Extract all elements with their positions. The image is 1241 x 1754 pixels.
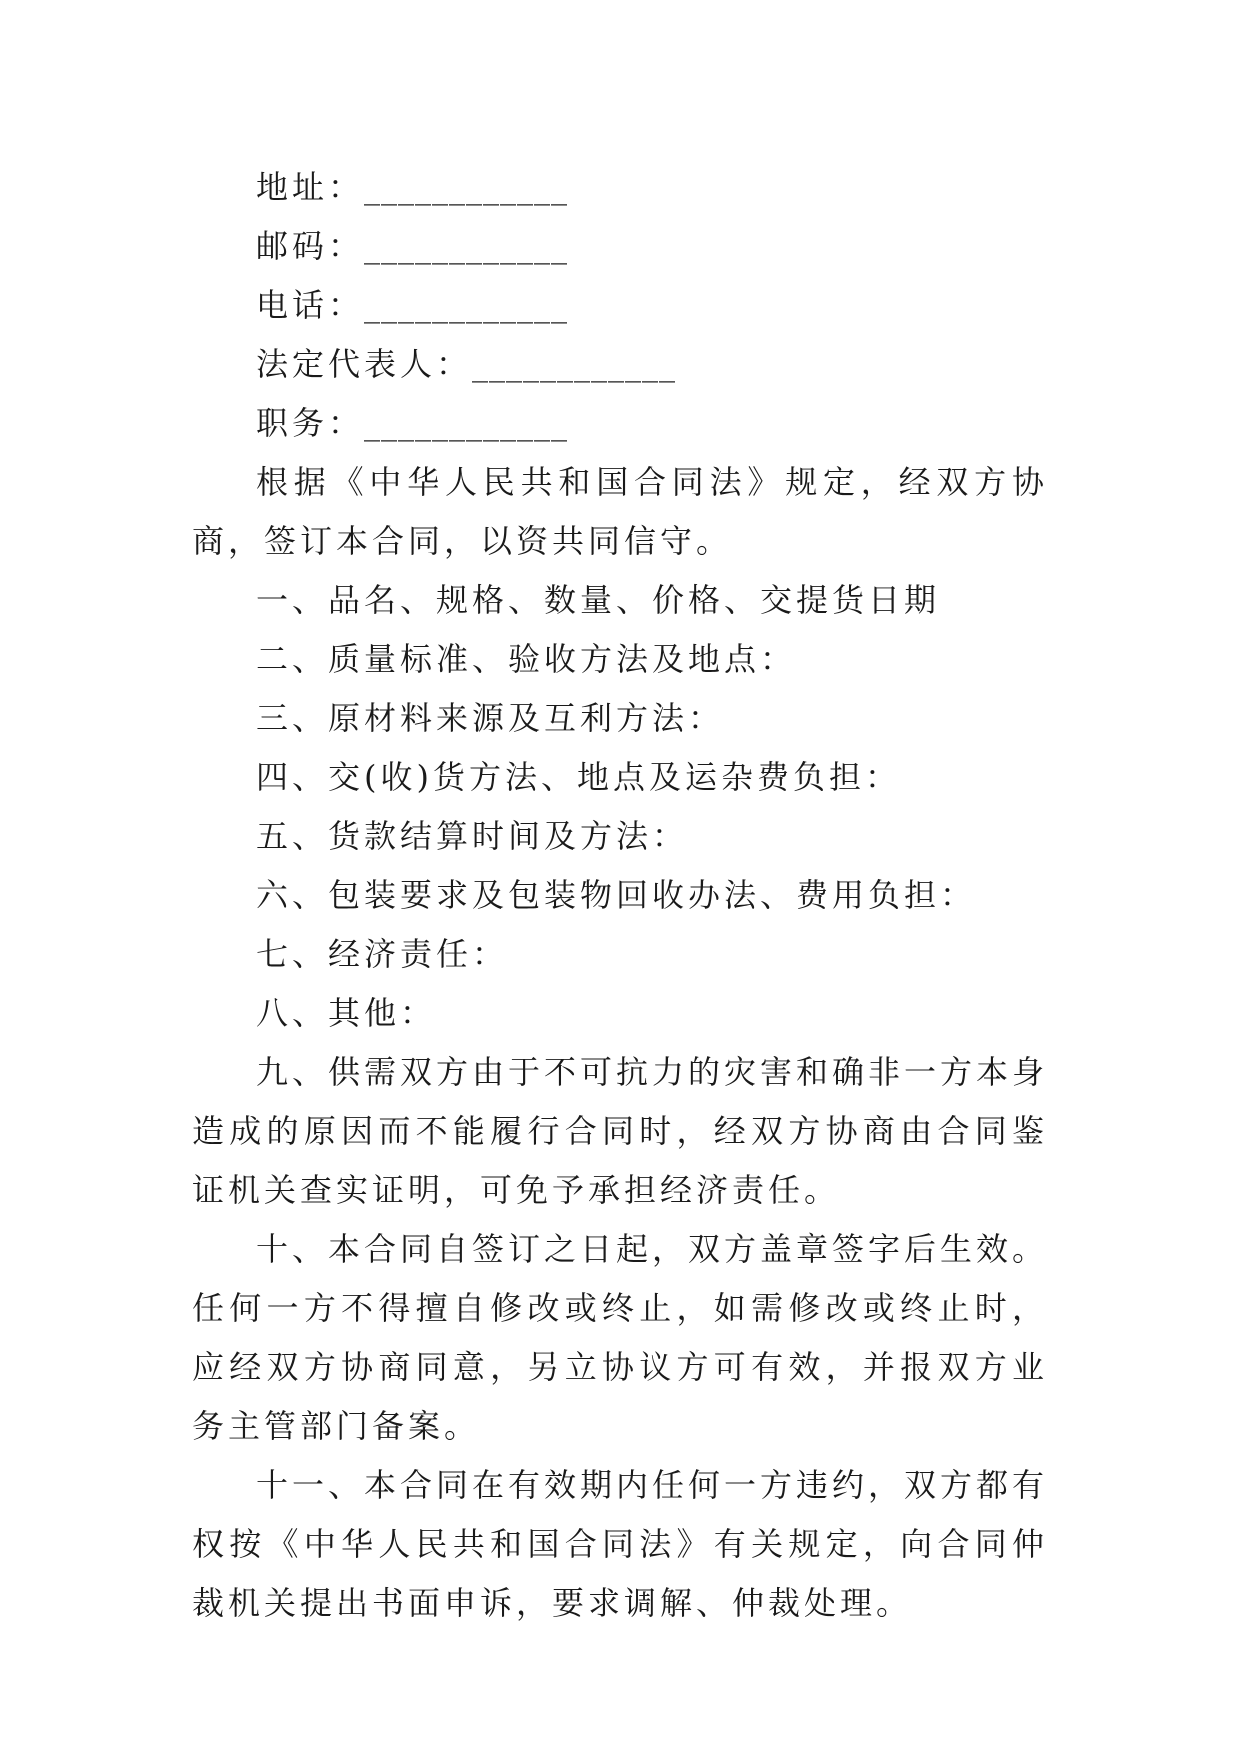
preamble-paragraph: 根据《中华人民共和国合同法》规定，经双方协商，签订本合同，以资共同信守。 <box>192 463 1048 560</box>
postcode-label: 邮码： <box>256 227 365 265</box>
clause-10-paragraph: 十、本合同自签订之日起，双方盖章签字后生效。任何一方不得擅自修改或终止，如需修改或终止时，应经双方协商同意，另立协议方可有效，并报双方业务主管部门备案。 <box>192 1230 1049 1445</box>
clause-2: 二、质量标准、验收方法及地点： <box>256 640 797 678</box>
contract-body <box>192 158 1048 1633</box>
clause-5: 五、货款结算时间及方法： <box>256 817 689 855</box>
clause-9-paragraph: 九、供需双方由于不可抗力的灾害和确非一方本身造成的原因而不能履行合同时，经双方协商由合同鉴证机关查实证明，可免予承担经济责任。 <box>192 1053 1049 1209</box>
clause-1: 一、品名、规格、数量、价格、交提货日期 <box>256 581 941 619</box>
position-field <box>192 394 1048 453</box>
clause-8: 八、其他： <box>256 994 437 1032</box>
legal-representative-field <box>192 335 1048 394</box>
postcode-field <box>192 217 1048 276</box>
phone-blank: ____________ <box>364 286 569 324</box>
clause-3: 三、原材料来源及互利方法： <box>256 699 725 737</box>
address-label: 地址： <box>256 168 365 206</box>
clause-6: 六、包装要求及包装物回收办法、费用负担： <box>256 876 977 914</box>
address-field <box>192 158 1048 217</box>
clause-4: 四、交(收)货方法、地点及运杂费负担： <box>256 758 901 796</box>
phone-field <box>192 276 1048 335</box>
clause-7: 七、经济责任： <box>256 935 509 973</box>
clause-11-paragraph: 十一、本合同在有效期内任何一方违约，双方都有权按《中华人民共和国合同法》有关规定，向合同仲裁机关提出书面申诉，要求调解、仲裁处理。 <box>192 1466 1049 1622</box>
legal-representative-blank: ____________ <box>472 345 677 383</box>
phone-label: 电话： <box>256 286 365 324</box>
position-blank: ____________ <box>364 404 569 442</box>
position-label: 职务： <box>256 404 365 442</box>
postcode-blank: ____________ <box>364 227 569 265</box>
address-blank: ____________ <box>364 168 569 206</box>
legal-representative-label: 法定代表人： <box>256 345 473 383</box>
